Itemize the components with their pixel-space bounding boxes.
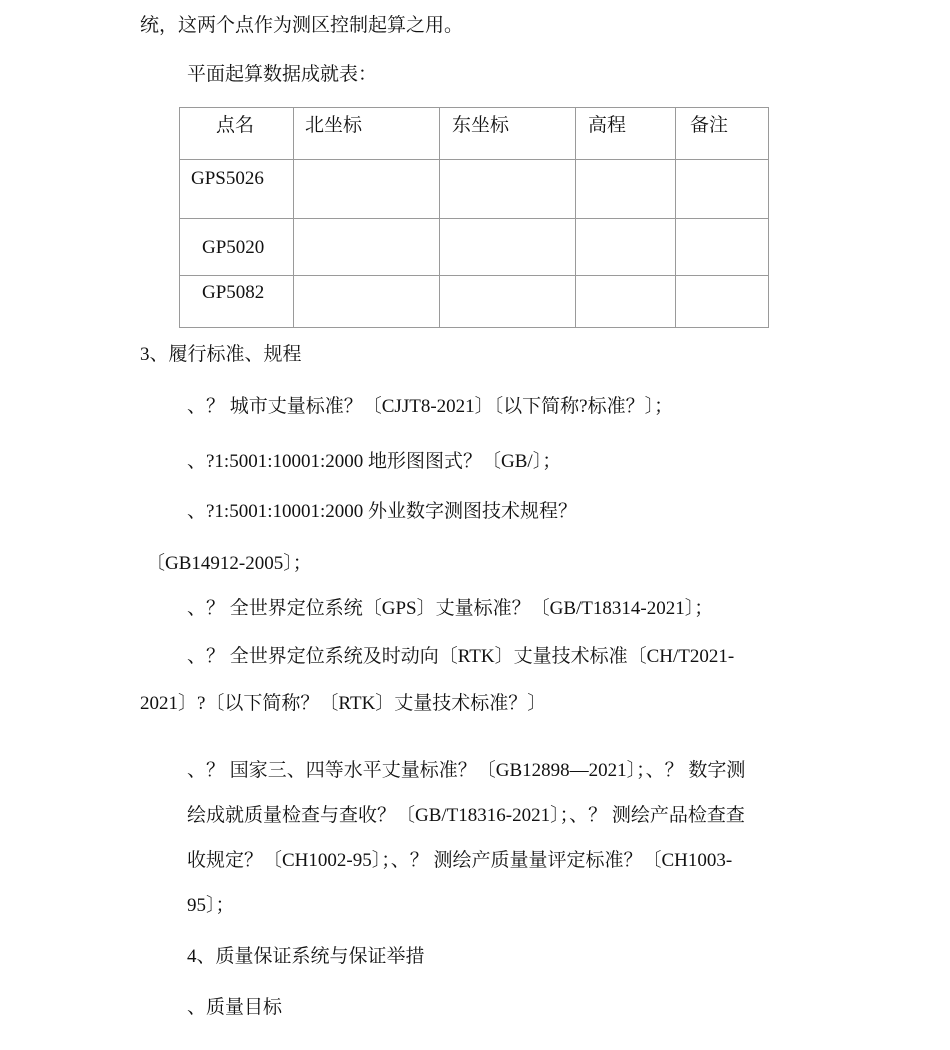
section-heading: 4、质量保证系统与保证举措 bbox=[187, 946, 425, 967]
paragraph-line: 、？ 国家三、四等水平丈量标准？〔GB12898—2021〕；、？ 数字测 bbox=[187, 760, 746, 781]
paragraph-line: 、?1:5001:10001:2000 外业数字测图技术规程？ bbox=[187, 501, 578, 522]
cell-remarks bbox=[676, 160, 769, 219]
header-east-coordinate: 东坐标 bbox=[440, 108, 576, 160]
paragraph-line: 、？ 全世界定位系统及时动向〔RTK〕丈量技术标准〔CH/T2021- bbox=[187, 646, 735, 667]
paragraph-line: 2021〕?〔以下简称？〔RTK〕丈量技术标准？〕 bbox=[140, 693, 547, 714]
cell-point-name: GP5082 bbox=[180, 276, 294, 328]
cell-elevation bbox=[576, 219, 676, 276]
cell-elevation bbox=[576, 160, 676, 219]
table-row bbox=[180, 219, 769, 276]
cell-remarks bbox=[676, 276, 769, 328]
cell-north bbox=[294, 219, 440, 276]
cell-elevation bbox=[576, 276, 676, 328]
paragraph-line: 〔GB14912-2005〕； bbox=[146, 553, 312, 574]
cell-point-name: GPS5026 bbox=[180, 160, 294, 219]
paragraph-line: 95〕； bbox=[187, 895, 235, 916]
header-elevation: 高程 bbox=[576, 108, 676, 160]
coordinate-table bbox=[179, 107, 769, 328]
section-heading: 3、履行标准、规程 bbox=[140, 344, 302, 365]
cell-east bbox=[440, 276, 576, 328]
paragraph-line: 、？ 城市丈量标准？〔CJJT8-2021〕〔以下简称?标准？〕； bbox=[187, 396, 674, 417]
paragraph-line: 统，这两个点作为测区控制起算之用。 bbox=[140, 15, 464, 36]
header-point-name: 点名 bbox=[180, 108, 294, 160]
paragraph-line: 、？ 全世界定位系统〔GPS〕丈量标准？〔GB/T18314-2021〕； bbox=[187, 598, 714, 619]
cell-east bbox=[440, 219, 576, 276]
header-north-coordinate: 北坐标 bbox=[294, 108, 440, 160]
header-remarks: 备注 bbox=[676, 108, 769, 160]
table-header-row bbox=[180, 108, 769, 160]
cell-point-name: GP5020 bbox=[180, 219, 294, 276]
table-row bbox=[180, 160, 769, 219]
table-caption: 平面起算数据成就表： bbox=[187, 64, 378, 85]
paragraph-line: 绘成就质量检查与查收？〔GB/T18316-2021〕；、？ 测绘产品检查查 bbox=[187, 805, 745, 826]
cell-remarks bbox=[676, 219, 769, 276]
cell-north bbox=[294, 276, 440, 328]
subsection-heading: 、质量目标 bbox=[187, 997, 283, 1018]
cell-north bbox=[294, 160, 440, 219]
paragraph-line: 收规定？〔CH1002-95〕；、？ 测绘产质量量评定标准？〔CH1003- bbox=[187, 850, 733, 871]
cell-east bbox=[440, 160, 576, 219]
paragraph-line: 、?1:5001:10001:2000 地形图图式？〔GB/〕； bbox=[187, 451, 562, 472]
table-row bbox=[180, 276, 769, 328]
